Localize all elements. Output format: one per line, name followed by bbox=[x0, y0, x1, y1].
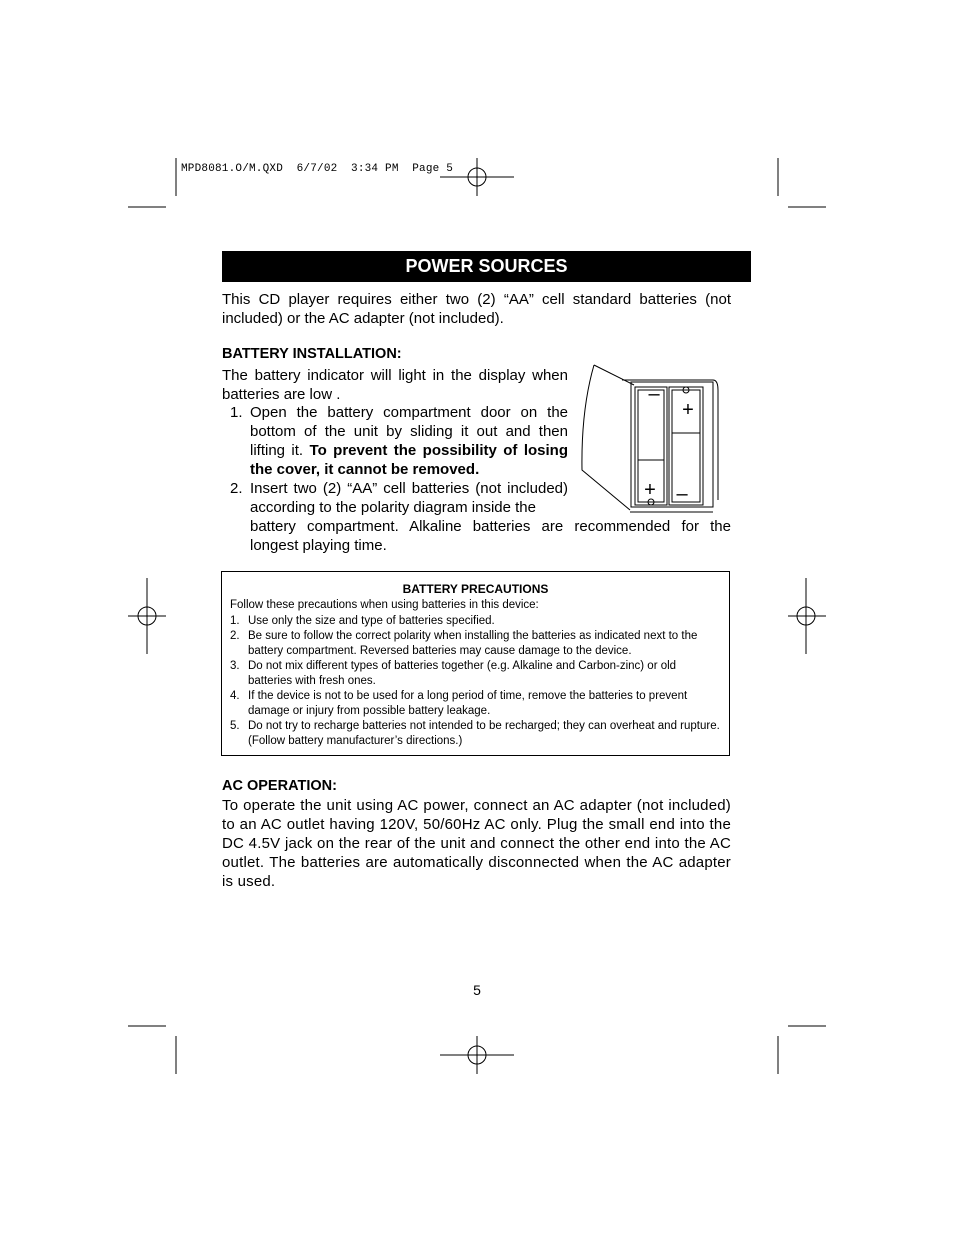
list-item-text: If the device is not to be used for a long period of time, remove the batteries to prevent damage or injury from possible battery leakage. bbox=[248, 690, 688, 717]
list-item bbox=[230, 629, 720, 659]
list-item-number: 2. bbox=[230, 630, 240, 642]
battery-installation-heading: BATTERY INSTALLATION: bbox=[222, 346, 402, 362]
precautions-title: BATTERY PRECAUTIONS bbox=[402, 582, 549, 596]
intro-paragraph: This CD player requires either two (2) “AA” cell standard batteries (not included) or the AC adapter (not included). bbox=[222, 291, 731, 327]
list-item-number: 3. bbox=[230, 660, 240, 672]
list-item-text: Do not try to recharge batteries not intended to be recharged; they can overheat and rupture. (Follow battery manufacturer’s directions.) bbox=[248, 720, 720, 747]
ac-operation-text: To operate the unit using AC power, connect an AC adapter (not included) to an AC outlet having 120V, 50/60Hz AC only. Plug the small end into the DC 4.5V jack on the rear of the unit and connect the other end into the AC outlet. The batteries are automatically disconnected when the AC adapter is used. bbox=[222, 797, 731, 890]
list-item-number: 1. bbox=[230, 615, 240, 627]
step-number: 1. bbox=[230, 404, 243, 421]
page-number: 5 bbox=[473, 982, 481, 998]
precautions-list bbox=[230, 614, 720, 749]
list-item-number: 4. bbox=[230, 690, 240, 702]
list-item-text: Use only the size and type of batteries specified. bbox=[248, 615, 495, 627]
list-item-text: Be sure to follow the correct polarity when installing the batteries as indicated next to the battery compartment. Reversed batteries may cause damage to the device. bbox=[248, 630, 698, 657]
list-item-text: Do not mix different types of batteries together (e.g. Alkaline and Carbon-zinc) or old batteries with fresh ones. bbox=[248, 660, 677, 687]
battery-indicator-text: The battery indicator will light in the display when batteries are low . bbox=[222, 367, 568, 403]
battery-compartment-diagram bbox=[578, 360, 728, 520]
minus-sign: – bbox=[648, 383, 660, 405]
list-item bbox=[230, 614, 720, 629]
print-slug: MPD8081.O/M.QXD 6/7/02 3:34 PM Page 5 bbox=[181, 163, 454, 175]
precautions-lead: Follow these precautions when using batteries in this device: bbox=[230, 599, 539, 611]
plus-sign: + bbox=[682, 399, 694, 421]
page-title-text: POWER SOURCES bbox=[405, 256, 568, 276]
list-item bbox=[230, 659, 720, 689]
step-1-warning: To prevent the possibility of losing the cover, it cannot be removed. bbox=[250, 442, 568, 478]
list-item bbox=[230, 719, 720, 749]
step-number: 2. bbox=[230, 480, 243, 497]
step-2-text-b: battery compartment. Alkaline batteries are recommended for the longest playing time. bbox=[250, 518, 731, 554]
minus-sign: – bbox=[676, 483, 688, 505]
ac-operation-heading: AC OPERATION: bbox=[222, 778, 337, 794]
list-item bbox=[230, 689, 720, 719]
step-2-text-a: Insert two (2) “AA” cell batteries (not included) according to the polarity diagram inside the bbox=[250, 480, 568, 516]
list-item-number: 5. bbox=[230, 720, 240, 732]
battery-precautions-box bbox=[221, 571, 730, 756]
page-title bbox=[222, 251, 751, 282]
step-1-text: Open the battery compartment door on the bottom of the unit by sliding it out and then lifting it. bbox=[250, 404, 568, 459]
step-1 bbox=[222, 403, 568, 479]
plus-sign: + bbox=[644, 479, 656, 501]
